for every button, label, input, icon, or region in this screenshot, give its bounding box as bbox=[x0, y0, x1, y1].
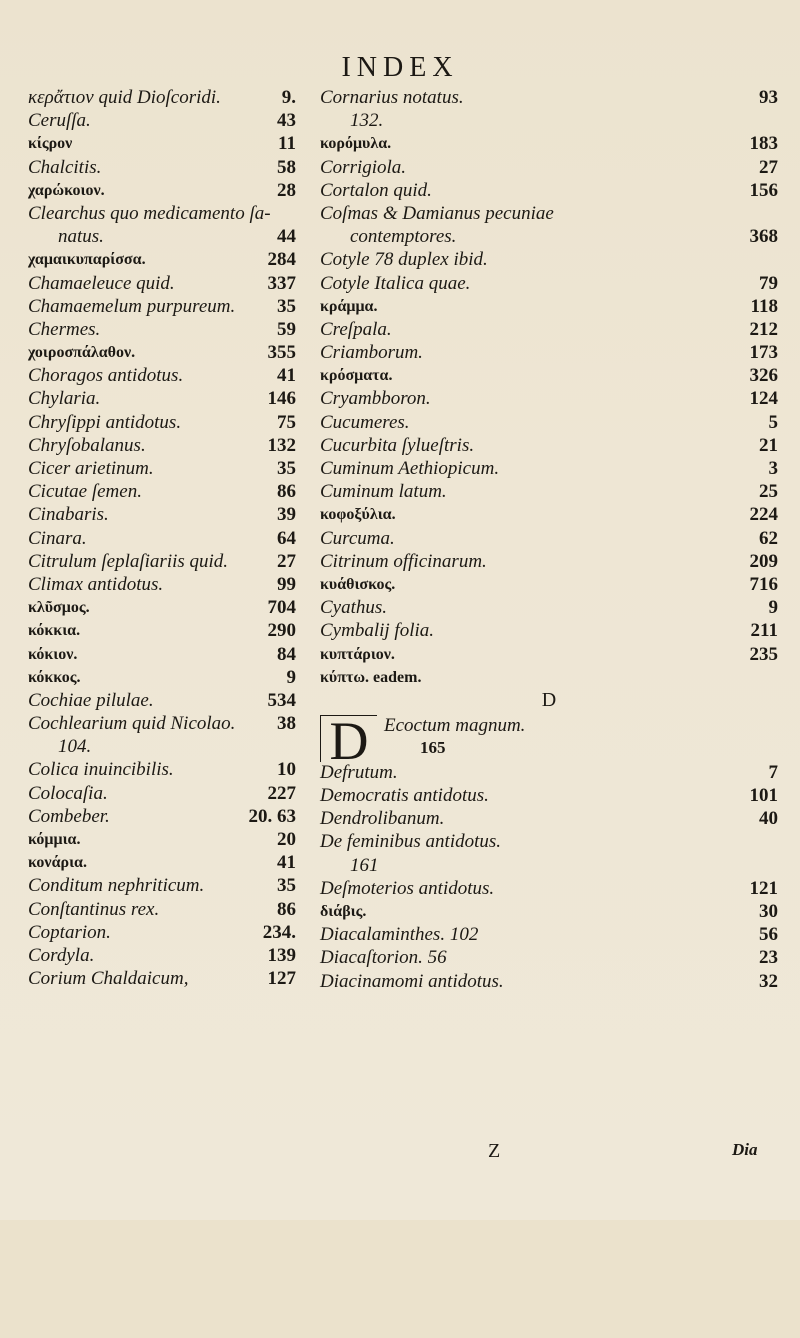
index-entry bbox=[320, 318, 778, 341]
index-entry bbox=[320, 784, 778, 807]
index-entry bbox=[28, 503, 296, 526]
entry-term: Choragos antidotus. bbox=[28, 365, 184, 387]
entry-page-number: 35 bbox=[277, 875, 296, 897]
entry-page-number: 234. bbox=[262, 921, 296, 943]
left-column bbox=[28, 86, 296, 990]
entry-term: Chamaeleuce quid. bbox=[28, 272, 175, 294]
entry-term: Cicer arietinum. bbox=[28, 458, 154, 479]
index-entry bbox=[28, 457, 296, 480]
entry-page-number: 337 bbox=[267, 272, 296, 294]
index-entry bbox=[320, 666, 778, 689]
index-entry bbox=[28, 758, 296, 781]
index-entry bbox=[320, 643, 778, 666]
entry-term: χοιροσπάλαθον. bbox=[28, 344, 136, 362]
index-entry bbox=[320, 596, 778, 619]
entry-page-number: 209 bbox=[749, 550, 778, 572]
entry-term: Chalcitis. bbox=[28, 156, 102, 178]
index-entry bbox=[320, 527, 778, 550]
entry-term: Conditum nephriticum. bbox=[28, 875, 205, 897]
index-entry bbox=[320, 807, 778, 830]
entry-term: De feminibus antidotus. bbox=[320, 831, 502, 853]
index-entry bbox=[320, 272, 778, 295]
entry-term: χαρώκοιον. bbox=[28, 181, 105, 199]
entry-page-number: 59 bbox=[277, 318, 296, 340]
index-entry bbox=[28, 619, 296, 642]
index-entry bbox=[320, 179, 778, 202]
index-entry bbox=[28, 248, 296, 271]
index-entry bbox=[28, 828, 296, 851]
entry-page-number: 20 bbox=[277, 829, 296, 850]
index-entry bbox=[320, 457, 778, 480]
index-entry bbox=[320, 132, 778, 155]
index-entry bbox=[320, 503, 778, 526]
entry-term: Democratis antidotus. bbox=[320, 785, 489, 807]
entry-term: κυπτάριον. bbox=[320, 645, 395, 663]
index-entry bbox=[320, 225, 778, 248]
entry-term: Citrulum ſeplaſiariis quid. bbox=[28, 550, 229, 572]
index-entry bbox=[320, 434, 778, 457]
entry-term: Deſmoterios antidotus. bbox=[320, 877, 495, 899]
entry-page-number: 41 bbox=[277, 852, 296, 874]
entry-page-number: 212 bbox=[749, 318, 778, 340]
entry-page-number: 56 bbox=[759, 924, 778, 946]
entry-term: Cryambboron. bbox=[320, 388, 431, 410]
entry-page-number: 9 bbox=[768, 597, 778, 619]
entry-term: Cymbalij folia. bbox=[320, 620, 434, 642]
index-entry bbox=[28, 364, 296, 387]
index-entry bbox=[28, 944, 296, 967]
index-entry bbox=[28, 596, 296, 619]
index-entry bbox=[320, 387, 778, 410]
entry-term: κυάθισκος. bbox=[320, 575, 396, 593]
entry-term: Diacaſtorion. 56 bbox=[320, 947, 447, 969]
entry-term: Cinabaris. bbox=[28, 504, 109, 526]
index-entry bbox=[320, 248, 778, 271]
entry-term: Cochlearium quid Nicolao. bbox=[28, 713, 236, 735]
index-entry bbox=[28, 573, 296, 596]
entry-page-number: 368 bbox=[749, 226, 778, 248]
index-entry bbox=[320, 923, 778, 946]
entry-term: Cuminum latum. bbox=[320, 481, 447, 503]
entry-page-number: 3 bbox=[768, 458, 778, 479]
entry-term: Chylaria. bbox=[28, 388, 101, 410]
index-entry bbox=[28, 387, 296, 410]
entry-term: κύπτω. eadem. bbox=[320, 668, 422, 686]
entry-page-number: 38 bbox=[277, 713, 296, 735]
entry-term: Cicutae ſemen. bbox=[28, 481, 142, 503]
index-entry bbox=[320, 364, 778, 387]
entry-page-number: 93 bbox=[759, 87, 778, 108]
index-entry bbox=[28, 851, 296, 874]
entry-term: κλῦσμος. bbox=[28, 599, 90, 617]
entry-term: Cyathus. bbox=[320, 597, 388, 619]
index-entry bbox=[28, 712, 296, 735]
entry-page-number: 235 bbox=[749, 643, 778, 665]
index-entry bbox=[28, 480, 296, 503]
entry-term: Chryſobalanus. bbox=[28, 434, 146, 456]
entry-page-number: 124 bbox=[749, 388, 778, 410]
entry-page-number: 224 bbox=[749, 504, 778, 526]
index-entry bbox=[320, 202, 778, 225]
signature-mark: Z bbox=[488, 1140, 501, 1162]
index-entry bbox=[28, 272, 296, 295]
index-entry bbox=[28, 967, 296, 990]
page-heading: INDEX bbox=[341, 52, 459, 83]
index-entry bbox=[320, 877, 778, 900]
entry-page-number: 227 bbox=[267, 782, 296, 804]
index-entry bbox=[28, 689, 296, 712]
entry-page-number: 43 bbox=[277, 110, 296, 132]
entry-term: Cucurbita ſylueſtris. bbox=[320, 434, 475, 456]
entry-term: Curcuma. bbox=[320, 527, 395, 549]
index-entry bbox=[28, 527, 296, 550]
entry-term: κορόμυλα. bbox=[320, 135, 392, 153]
drop-cap-page-number: 165 bbox=[420, 737, 446, 757]
blank-margin bbox=[0, 1220, 800, 1338]
entry-term: Combeber. bbox=[28, 805, 110, 827]
entry-term: Clearchus quo medicamento ſa- bbox=[28, 202, 271, 224]
drop-cap-entry: Ecoctum magnum. bbox=[384, 714, 526, 736]
index-entry bbox=[28, 643, 296, 666]
entry-term: κόμμια. bbox=[28, 831, 81, 848]
index-entry bbox=[320, 295, 778, 318]
index-entry bbox=[320, 761, 778, 784]
entry-page-number: 58 bbox=[277, 156, 296, 178]
entry-term: Cucumeres. bbox=[320, 411, 410, 433]
entry-term: Citrinum officinarum. bbox=[320, 550, 487, 572]
drop-cap-letter: D bbox=[320, 715, 377, 762]
entry-term: κίςρον bbox=[28, 135, 73, 153]
entry-page-number: 173 bbox=[749, 342, 778, 364]
section-letter: D bbox=[541, 688, 557, 711]
entry-page-number: 127 bbox=[267, 968, 296, 990]
entry-term: 161 bbox=[350, 854, 379, 876]
entry-page-number: 27 bbox=[277, 550, 296, 572]
entry-term: Cotyle Italica quae. bbox=[320, 272, 471, 294]
index-entry bbox=[28, 434, 296, 457]
entry-page-number: 290 bbox=[267, 620, 296, 642]
entry-term: Diacalaminthes. 102 bbox=[320, 924, 479, 946]
entry-page-number: 44 bbox=[277, 226, 296, 248]
index-entry bbox=[28, 666, 296, 689]
index-entry bbox=[320, 86, 778, 109]
entry-page-number: 40 bbox=[759, 808, 778, 830]
entry-page-number: 99 bbox=[277, 573, 296, 595]
index-entry bbox=[28, 782, 296, 805]
index-entry bbox=[28, 874, 296, 897]
entry-term: Dendrolibanum. bbox=[320, 808, 445, 830]
entry-term: 132. bbox=[350, 110, 384, 132]
entry-page-number: 121 bbox=[749, 877, 778, 899]
entry-page-number: 156 bbox=[749, 179, 778, 201]
index-entry bbox=[28, 550, 296, 573]
index-entry bbox=[320, 341, 778, 364]
entry-term: Cuminum Aethiopicum. bbox=[320, 458, 500, 479]
index-entry bbox=[28, 225, 296, 248]
entry-page-number: 704 bbox=[267, 597, 296, 619]
entry-page-number: 86 bbox=[277, 481, 296, 503]
entry-term: Ceruſſa. bbox=[28, 110, 91, 132]
entry-term: Defrutum. bbox=[320, 761, 398, 783]
catchword: Dia bbox=[732, 1140, 758, 1159]
entry-page-number: 30 bbox=[759, 901, 778, 922]
section-letter-row bbox=[320, 689, 778, 715]
index-entry bbox=[320, 411, 778, 434]
index-entry bbox=[28, 898, 296, 921]
entry-term: Cinara. bbox=[28, 527, 87, 549]
entry-term: Colocaſia. bbox=[28, 782, 108, 804]
entry-page-number: 9. bbox=[281, 87, 296, 108]
entry-term: Cordyla. bbox=[28, 944, 95, 966]
entry-page-number: 9 bbox=[286, 666, 296, 688]
entry-page-number: 28 bbox=[277, 179, 296, 201]
index-entry bbox=[28, 109, 296, 132]
entry-page-number: 101 bbox=[749, 785, 778, 807]
index-entry bbox=[28, 411, 296, 434]
entry-page-number: 79 bbox=[759, 272, 778, 294]
entry-page-number: 35 bbox=[277, 295, 296, 317]
entry-page-number: 35 bbox=[277, 458, 296, 479]
entry-term: κοφοξύλια. bbox=[320, 506, 396, 524]
entry-term: Chamaemelum purpureum. bbox=[28, 295, 236, 317]
entry-page-number: 7 bbox=[768, 761, 778, 783]
entry-page-number: 32 bbox=[759, 970, 778, 992]
index-entry bbox=[28, 341, 296, 364]
entry-page-number: 5 bbox=[768, 411, 778, 433]
entry-page-number: 64 bbox=[277, 527, 296, 549]
entry-page-number: 534 bbox=[267, 689, 296, 711]
entry-term: Corrigiola. bbox=[320, 156, 407, 178]
index-entry bbox=[28, 86, 296, 109]
index-entry bbox=[28, 156, 296, 179]
entry-term: κονάρια. bbox=[28, 854, 87, 872]
entry-term: Conſtantinus rex. bbox=[28, 898, 160, 920]
entry-term: Creſpala. bbox=[320, 318, 392, 340]
entry-term: 104. bbox=[58, 736, 92, 758]
entry-term: Chryſippi antidotus. bbox=[28, 411, 182, 433]
entry-term: Climax antidotus. bbox=[28, 573, 164, 595]
entry-page-number: 21 bbox=[759, 434, 778, 456]
index-entry bbox=[320, 970, 778, 993]
entry-term: διάβις. bbox=[320, 903, 367, 920]
entry-page-number: 20. 63 bbox=[248, 805, 296, 827]
entry-term: Cornarius notatus. bbox=[320, 87, 464, 108]
entry-page-number: 84 bbox=[277, 643, 296, 665]
entry-page-number: 326 bbox=[749, 365, 778, 387]
entry-term: Cochiae pilulae. bbox=[28, 689, 154, 711]
entry-page-number: 716 bbox=[749, 573, 778, 595]
entry-page-number: 86 bbox=[277, 898, 296, 920]
entry-term: κρόσματα. bbox=[320, 367, 393, 385]
index-entry bbox=[320, 156, 778, 179]
entry-term: natus. bbox=[58, 226, 104, 248]
index-entry bbox=[28, 179, 296, 202]
index-entry bbox=[320, 619, 778, 642]
index-entry bbox=[28, 805, 296, 828]
entry-page-number: 25 bbox=[759, 481, 778, 503]
index-entry bbox=[28, 202, 296, 225]
index-entry bbox=[320, 550, 778, 573]
entry-term: Colica inuincibilis. bbox=[28, 759, 174, 781]
index-entry bbox=[320, 854, 778, 877]
entry-page-number: 211 bbox=[750, 620, 778, 642]
index-entry bbox=[320, 573, 778, 596]
index-entry bbox=[28, 735, 296, 758]
entry-page-number: 10 bbox=[277, 759, 296, 781]
right-column bbox=[320, 86, 778, 993]
entry-term: contemptores. bbox=[350, 226, 457, 248]
index-entry bbox=[320, 830, 778, 853]
entry-term: Diacinamomi antidotus. bbox=[320, 970, 504, 992]
entry-term: κερἄτιον quid Dioſcoridi. bbox=[28, 87, 221, 108]
index-entry bbox=[320, 900, 778, 923]
entry-term: Criamborum. bbox=[320, 342, 423, 364]
entry-term: κόκκια. bbox=[28, 622, 81, 640]
entry-page-number: 62 bbox=[759, 527, 778, 549]
index-entry bbox=[320, 946, 778, 969]
index-entry bbox=[320, 480, 778, 503]
index-entry bbox=[28, 921, 296, 944]
entry-term: Chermes. bbox=[28, 318, 101, 340]
entry-term: Cotyle 78 duplex ibid. bbox=[320, 249, 488, 271]
entry-term: χαμαικυπαρίσσα. bbox=[28, 251, 146, 269]
index-entry bbox=[320, 109, 778, 132]
entry-page-number: 39 bbox=[277, 504, 296, 526]
entry-page-number: 139 bbox=[267, 944, 296, 966]
entry-page-number: 11 bbox=[278, 133, 296, 155]
index-entry bbox=[28, 132, 296, 155]
entry-page-number: 75 bbox=[277, 411, 296, 433]
index-entry bbox=[28, 295, 296, 318]
entry-page-number: 284 bbox=[267, 249, 296, 271]
entry-page-number: 118 bbox=[750, 295, 778, 317]
entry-term: Coptarion. bbox=[28, 921, 111, 943]
entry-term: Coſmas & Damianus pecuniae bbox=[320, 202, 554, 224]
entry-page-number: 23 bbox=[759, 947, 778, 969]
entry-term: κράμμα. bbox=[320, 297, 378, 315]
entry-page-number: 355 bbox=[267, 342, 296, 364]
entry-page-number: 41 bbox=[277, 365, 296, 387]
drop-cap-block bbox=[320, 710, 778, 771]
entry-term: κόκιον. bbox=[28, 645, 78, 663]
index-entry bbox=[28, 318, 296, 341]
entry-term: Corium Chaldaicum, bbox=[28, 968, 189, 990]
entry-page-number: 132 bbox=[267, 434, 296, 456]
entry-page-number: 27 bbox=[759, 156, 778, 178]
entry-page-number: 183 bbox=[749, 133, 778, 155]
entry-term: κόκκος. bbox=[28, 668, 81, 686]
entry-page-number: 146 bbox=[267, 388, 296, 410]
entry-term: Cortalon quid. bbox=[320, 179, 432, 201]
